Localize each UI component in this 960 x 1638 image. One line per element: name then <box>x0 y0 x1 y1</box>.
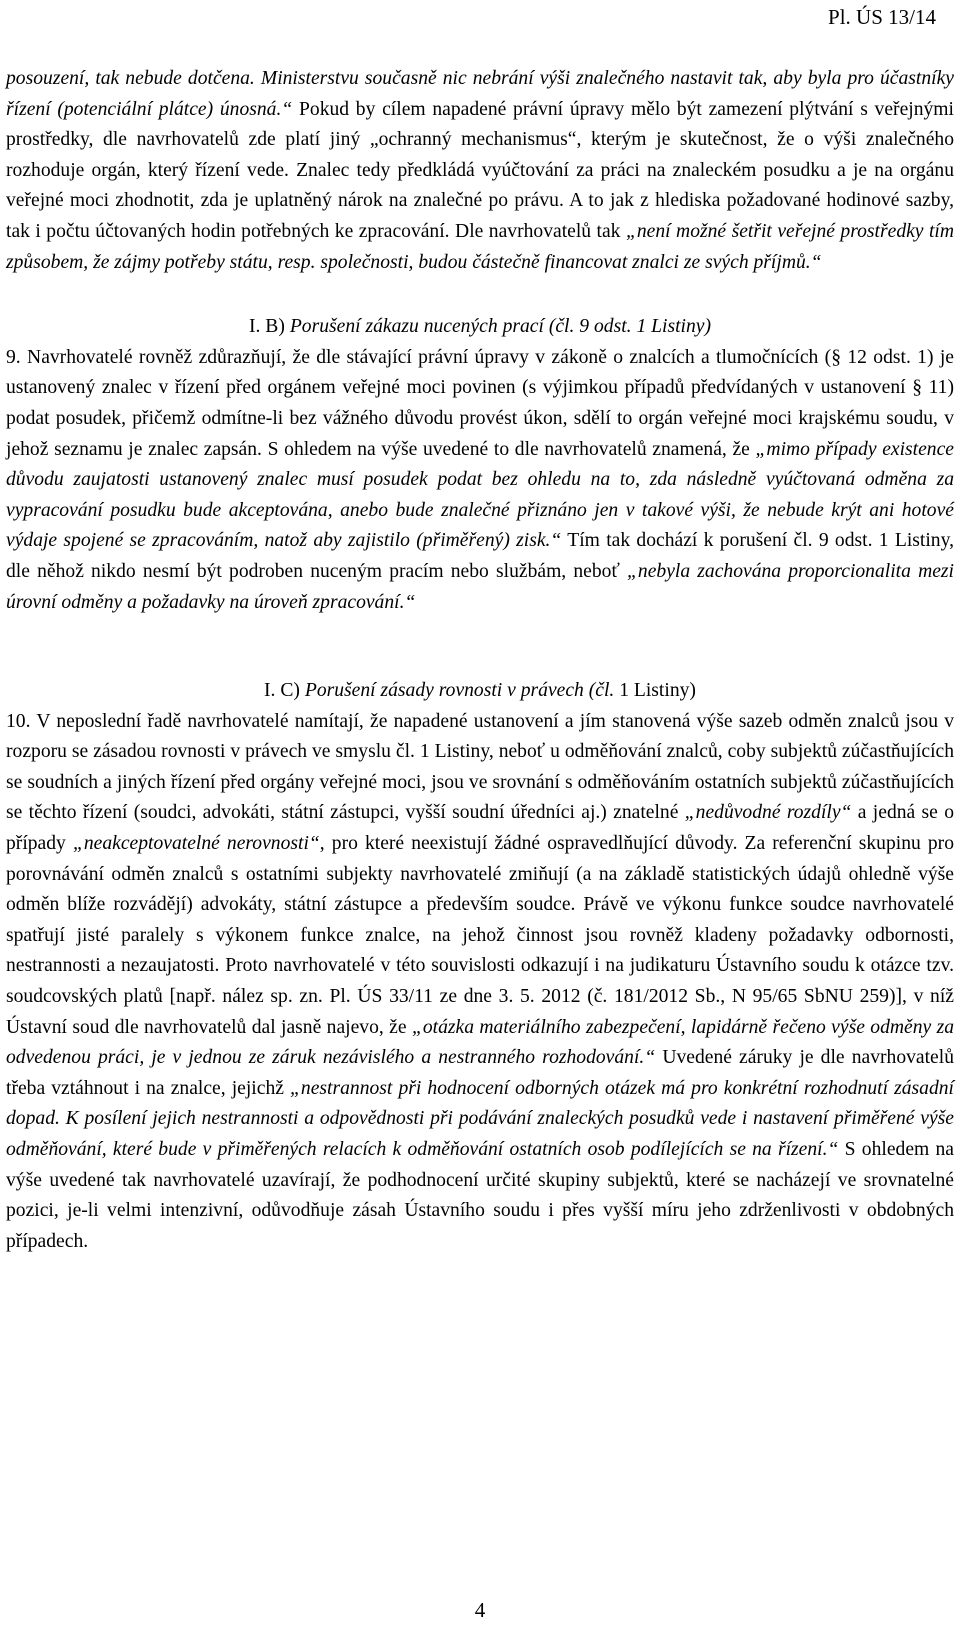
text-run: , pro které neexistují žádné ospravedlňující důvody. Za referenční skupinu pro porovnávání odměn znalců s ostatními subjekty navrhovatelé zmiňují (a na základě statistických údajů ohledně výše odměn blíže rozvádějí) advokáty, státní zástupce a především soudce. Právě ve výkonu funkce soudce navrhovatelé spatřují jisté paralely s výkonem funkce znalce, na jehož činnost jsou rovněž kladeny požadavky odbornosti, nestrannosti a nezaujatosti. Proto navrhovatelé v této souvislosti odkazují i na judikaturu Ústavního soudu k otázce tzv. soudcovských platů [např. nález sp. zn. Pl. ÚS 33/11 ze dne 3. 5. 2012 (č. 181/2012 Sb., N 95/65 SbNU 259)], v níž Ústavní soud dle navrhovatelů dal jasně najevo, že <box>6 833 954 1038</box>
text-run: Tím tak dochází k porušení čl. 9 odst. 1 Listiny, dle něhož nikdo nesmí být podroben nuceným pracím nebo službám, neboť <box>6 530 955 582</box>
document-body <box>6 64 954 1257</box>
text-run: 1 Listiny) <box>619 680 696 702</box>
italic-run: „mimo případy existence důvodu zaujatosti ustanovený znalec musí posudek podat bez ohledu na to, zda následně vyúčtovaná odměna za vypracování posudku bude akceptována, anebo bude znalečné přiznáno jen v takové výši, že nebude krýt ani hotové výdaje spojené se zpracováním, natož aby zajistilo (přiměřený) zisk.“ <box>6 438 954 552</box>
text-run: I. C) <box>264 680 305 702</box>
italic-run: „není možné šetřit veřejné prostředky tím způsobem, že zájmy potřeby státu, resp. společnosti, budou částečně financovat znalci ze svých příjmů.“ <box>6 220 955 273</box>
italic-run: „neakceptovatelné nerovnosti“ <box>72 833 320 855</box>
italic-run: „otázka materiálního zabezpečení, lapidárně řečeno výše odměny za odvedenou práci, je v jednou ze záruk nezávislého a nestranného rozhodování.“ <box>6 1016 955 1069</box>
italic-run: „nebyla zachována proporcionalita mezi úrovní odměny a požadavky na úroveň zpracování.“ <box>6 560 954 613</box>
text-run: a jedná se o případy <box>6 802 954 855</box>
text-run: 10. V neposlední řadě navrhovatelé namítají, že napadené ustanovení a jím stanovená výše sazeb odměn znalců jsou v rozporu se zásadou rovnosti v právech ve smyslu čl. 1 Listiny, neboť u odměňování znalců, coby subjektů zúčastňujících se soudních a jiných řízení před orgány veřejné moci, jsou ve srovnání s odměňováním ostatních subjektů zúčastňujících se těchto řízení (soudci, advokáti, státní zástupci, vyšší soudní úředníci aj.) znatelné <box>6 710 954 824</box>
italic-run: „nestrannost při hodnocení odborných otázek má pro konkrétní rozhodnutí zásadní dopad. K posílení jejich nestrannosti a odpovědnosti při podávání znaleckých posudků vede i nastavení přiměřené výše odměňování, které bude v přiměřených relacích k odměňování ostatních osob podílejících se na řízení.“ <box>6 1077 954 1160</box>
italic-run: Porušení zákazu nucených prací (čl. 9 odst. 1 Listiny) <box>289 316 712 338</box>
paragraph-10 <box>6 707 954 1258</box>
italic-run: „nedůvodné rozdíly“ <box>684 802 852 824</box>
text-run: Pokud by cílem napadené právní úpravy mělo být zamezení plýtvání s veřejnými prostředky, dle navrhovatelů zde platí jiný „ochranný mechanismus“, kterým je skutečnost, že o výši znalečného rozhoduje orgán, který řízení vede. Znalec tedy předkládá vyúčtování za práci na znaleckém posudku a je na orgánu veřejné moci zhodnotit, zda je uplatněný nárok na znalečné po právu. A to jak z hlediska požadované hodinové sazby, tak i počtu účtovaných hodin potřebných ke zpracování. Dle navrhovatelů tak <box>6 98 954 242</box>
text-run: Uvedené záruky je dle navrhovatelů třeba vztáhnout i na znalce, jejichž <box>6 1047 954 1099</box>
text-run: 9. Navrhovatelé rovněž zdůrazňují, že dle stávající právní úpravy v zákoně o znalcích a tlumočnících (§ 12 odst. 1) je ustanovený znalec v řízení před orgánem veřejné moci povinen (s výjimkou případů předvídaných v ustanovení § 11) podat posudek, přičemž odmítne-li bez vážného důvodu provést úkon, sdělí to orgán veřejné moci krajskému soudu, v jehož seznamu je znalec zapsán. S ohledem na výše uvedené to dle navrhovatelů znamená, že <box>6 346 954 460</box>
page-reference: Pl. ÚS 13/14 <box>828 5 936 29</box>
section-heading-b <box>6 312 954 343</box>
paragraph-continuation <box>6 64 954 278</box>
section-heading-c <box>6 676 954 707</box>
paragraph-9 <box>6 343 954 618</box>
text-run: I. B) <box>248 316 290 338</box>
italic-run: posouzení, tak nebude dotčena. Ministerstvu současně nic nebrání výši znalečného nastavit tak, aby byla pro účastníky řízení (potenciální plátce) únosná.“ <box>6 68 954 120</box>
italic-run: Porušení zásady rovnosti v právech (čl. <box>304 680 620 702</box>
text-run: S ohledem na výše uvedené tak navrhovatelé uzavírají, že podhodnocení určité skupiny subjektů, které se nacházejí ve srovnatelné pozici, je-li velmi intenzivní, odůvodňuje zásah Ústavního soudu i přes vyšší míru jeho zdrženlivosti v obdobných případech. <box>6 1139 954 1252</box>
page-number: 4 <box>474 1598 486 1622</box>
